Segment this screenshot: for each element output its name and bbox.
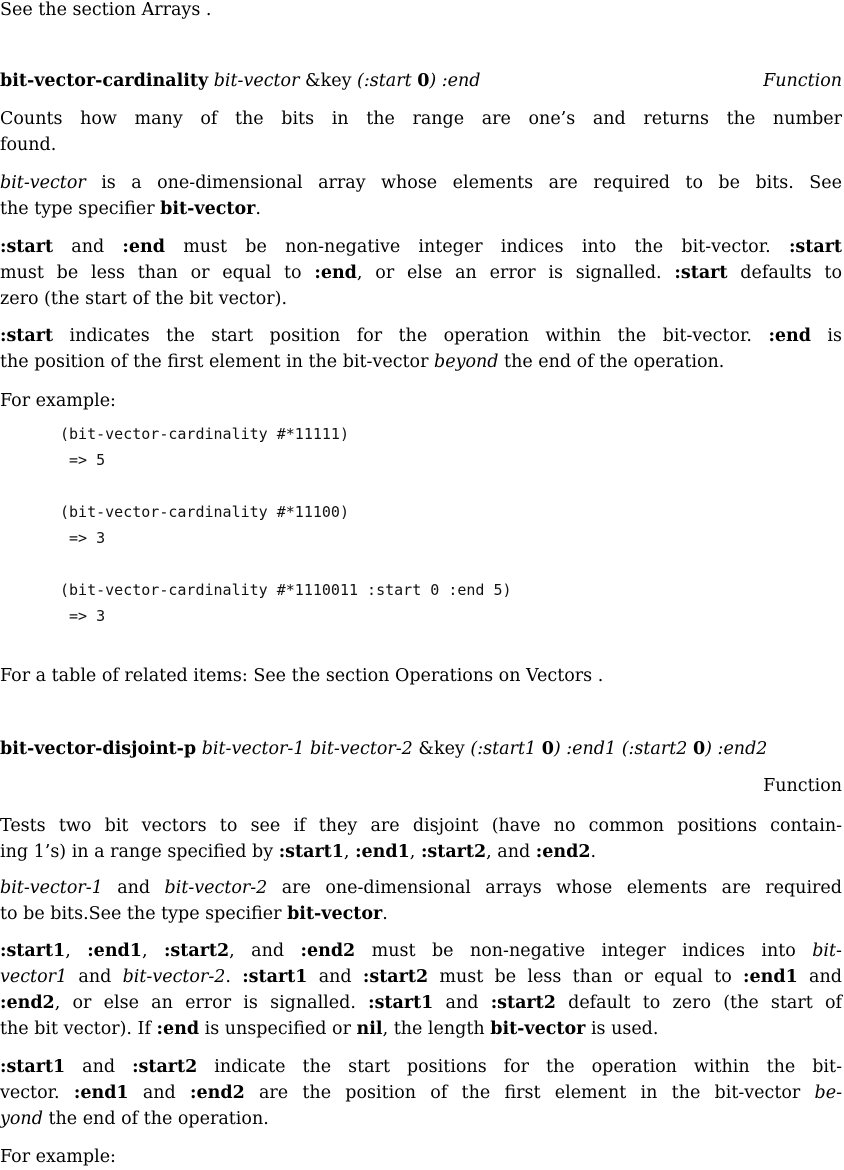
- example-label: For example:: [0, 391, 116, 411]
- paragraph-text: and: [797, 967, 842, 987]
- keyword: :start1: [368, 993, 434, 1013]
- paragraph-text: .: [255, 199, 261, 219]
- example-label: For example:: [0, 1147, 116, 1167]
- optional-end1-start2: ) :end1 (:start2: [553, 739, 688, 759]
- code-line: (bit-vector-cardinality #*11100): [60, 503, 349, 521]
- emphasis: be-: [814, 1083, 843, 1103]
- paragraph-text: , and: [486, 842, 536, 862]
- paragraph-text: and: [433, 993, 491, 1013]
- paragraph-text: is a one-dimensional array whose elements are required to be bits. See: [85, 173, 842, 193]
- paragraph-text: .: [225, 967, 243, 987]
- paragraph-text: is used.: [585, 1019, 659, 1039]
- paragraph-text: , or else an error is signalled.: [356, 263, 675, 283]
- paragraph-text: ing 1’s) in a range specified by: [0, 842, 279, 862]
- emphasis: yond: [0, 1109, 43, 1129]
- keyword: :start1: [278, 842, 344, 862]
- keywords-paragraph-line-2: [0, 260, 842, 286]
- code-result: => 3: [60, 607, 106, 625]
- keyword: :start1: [0, 941, 66, 961]
- default-value: 0: [692, 739, 706, 759]
- keyword: :end: [156, 1019, 200, 1039]
- argument-ref: bit-vector-1: [0, 878, 103, 898]
- disjoint-description-line-1: Tests two bit vectors to see if they are disjoint (have no common positions contain-: [0, 816, 842, 836]
- paragraph-text: is: [811, 326, 843, 346]
- argument: bit-vector: [213, 71, 300, 91]
- keyword: :start: [0, 326, 54, 346]
- paragraph-text: ,: [141, 941, 164, 961]
- paragraph-text: , the length: [382, 1019, 491, 1039]
- related-suffix: .: [592, 666, 604, 686]
- bit-vector-disjoint-p-signature: [0, 736, 842, 762]
- keyword: :end1: [87, 941, 142, 961]
- description-line-1: Counts how many of the bits in the range are one’s and returns the number: [0, 109, 842, 129]
- optional-end2: ) :end2: [705, 739, 768, 759]
- paragraph-text: are one-dimensional arrays whose elements are required: [267, 878, 842, 898]
- argument-ref: vector1: [0, 967, 68, 987]
- keyword: :start: [788, 237, 842, 257]
- disjoint-keywords-line-4: [0, 1016, 842, 1042]
- keyword: :start1: [242, 967, 308, 987]
- disjoint-positions-line-1: [0, 1054, 842, 1080]
- keyword: :end: [314, 263, 357, 283]
- paragraph-text: the type specifier: [0, 199, 161, 219]
- keywords-paragraph-line-1: [0, 234, 842, 260]
- paragraph-text: , or else an error is signalled.: [54, 993, 369, 1013]
- keyword: :end2: [535, 842, 591, 862]
- paragraph-text: the end of the operation.: [42, 1109, 269, 1129]
- keyword: :end: [122, 237, 165, 257]
- keywords-paragraph-line-3: zero (the start of the bit vector).: [0, 289, 288, 309]
- paragraph-text: and: [128, 1083, 191, 1103]
- intro-line: [0, 0, 842, 23]
- paragraph-text: , and: [229, 941, 301, 961]
- arrays-section-link[interactable]: Arrays: [141, 0, 201, 20]
- paragraph-text: ,: [409, 842, 421, 862]
- positions-paragraph-line-1: [0, 323, 842, 349]
- optional-start: (:start: [357, 71, 412, 91]
- code-result: => 3: [60, 529, 106, 547]
- paragraph-text: must be less than or equal to: [428, 967, 744, 987]
- bit-vector-cardinality-signature: [0, 68, 842, 94]
- function-kind-label: Function: [763, 776, 842, 796]
- keyword: :end: [768, 326, 811, 346]
- disjoint-args-line-2: [0, 901, 842, 927]
- paragraph-text: default to zero (the start of: [555, 993, 842, 1013]
- keyword: :start: [674, 263, 728, 283]
- disjoint-description-line-2: [0, 839, 842, 865]
- paragraph-text: ,: [65, 941, 88, 961]
- keyword: :end2: [190, 1083, 245, 1103]
- keyword: :start1: [0, 1057, 66, 1077]
- paragraph-text: and: [102, 878, 165, 898]
- disjoint-keywords-line-1: [0, 938, 842, 964]
- function-name: bit-vector-cardinality: [0, 71, 209, 91]
- disjoint-keywords-line-3: [0, 990, 842, 1016]
- paragraph-text: is unspecified or: [199, 1019, 357, 1039]
- paragraph-text: indicates the start position for the operation within the bit-vector.: [53, 326, 769, 346]
- code-line: (bit-vector-cardinality #*11111): [60, 425, 349, 443]
- keyword: :start: [0, 237, 54, 257]
- paragraph-text: the position of the first element in the bit-vector: [0, 352, 435, 372]
- operations-on-vectors-link[interactable]: Operations on Vectors: [394, 666, 593, 686]
- positions-paragraph-line-2: [0, 349, 842, 375]
- keyword: :start2: [362, 967, 429, 987]
- code-result: => 5: [60, 451, 106, 469]
- keyword: :start2: [420, 842, 487, 862]
- related-text: For a table of related items: See the section: [0, 666, 395, 686]
- related-items-line: [0, 663, 842, 689]
- type-specifier-ref: bit-vector: [287, 904, 383, 924]
- key-marker: &key: [418, 739, 465, 759]
- keyword: :end2: [0, 993, 55, 1013]
- paragraph-text: and: [65, 1057, 133, 1077]
- disjoint-args-line-1: [0, 875, 842, 901]
- keyword: :start2: [490, 993, 556, 1013]
- arguments: bit-vector-1 bit-vector-2: [201, 739, 413, 759]
- paragraph-text: to be bits.See the type specifier: [0, 904, 288, 924]
- paragraph-text: ,: [343, 842, 356, 862]
- argument-paragraph-line-1: [0, 170, 842, 196]
- key-marker: &key: [305, 71, 352, 91]
- argument-ref: bit-vector: [0, 173, 86, 193]
- argument-ref: bit-vector-2: [122, 967, 226, 987]
- keyword: nil: [356, 1019, 383, 1039]
- default-value: 0: [541, 739, 554, 759]
- paragraph-text: the end of the operation.: [498, 352, 725, 372]
- paragraph-text: are the position of the first element in the bit-vector: [244, 1083, 815, 1103]
- keyword: :end1: [73, 1083, 129, 1103]
- emphasis: beyond: [434, 352, 499, 372]
- disjoint-positions-line-2: [0, 1080, 842, 1106]
- keyword: :end2: [300, 941, 356, 961]
- paragraph-text: .: [382, 904, 388, 924]
- paragraph-text: must be non-negative integer indices into the bit-vector.: [164, 237, 789, 257]
- type-specifier-ref: bit-vector: [160, 199, 256, 219]
- argument-ref: bit-: [812, 941, 842, 961]
- paragraph-text: the bit vector). If: [0, 1019, 157, 1039]
- keyword: bit-vector: [490, 1019, 586, 1039]
- optional-start1: (:start1: [470, 739, 537, 759]
- function-name: bit-vector-disjoint-p: [0, 739, 197, 759]
- disjoint-positions-line-3: [0, 1106, 842, 1132]
- intro-suffix: .: [200, 0, 212, 20]
- keyword: :start2: [132, 1057, 198, 1077]
- paragraph-text: .: [590, 842, 597, 862]
- keyword: :end1: [355, 842, 410, 862]
- paragraph-text: and: [67, 967, 123, 987]
- default-value: 0: [417, 71, 430, 91]
- function-kind-label: Function: [763, 71, 842, 91]
- disjoint-keywords-line-2: [0, 964, 842, 990]
- paragraph-text: and: [307, 967, 363, 987]
- paragraph-text: vector.: [0, 1083, 74, 1103]
- paragraph-text: and: [53, 237, 123, 257]
- argument-paragraph-line-2: [0, 196, 842, 222]
- keyword: :end1: [743, 967, 798, 987]
- paragraph-text: indicate the start positions for the operation within the bit-: [197, 1057, 842, 1077]
- paragraph-text: must be less than or equal to: [0, 263, 315, 283]
- optional-end: ) :end: [429, 71, 481, 91]
- keyword: :start2: [163, 941, 230, 961]
- intro-text: See the section: [0, 0, 142, 20]
- description-line-2: found.: [0, 135, 57, 155]
- code-line: (bit-vector-cardinality #*1110011 :start 0 :end 5): [60, 581, 512, 599]
- paragraph-text: must be non-negative integer indices into: [355, 941, 813, 961]
- argument-ref: bit-vector-2: [164, 878, 268, 898]
- paragraph-text: defaults to: [727, 263, 843, 283]
